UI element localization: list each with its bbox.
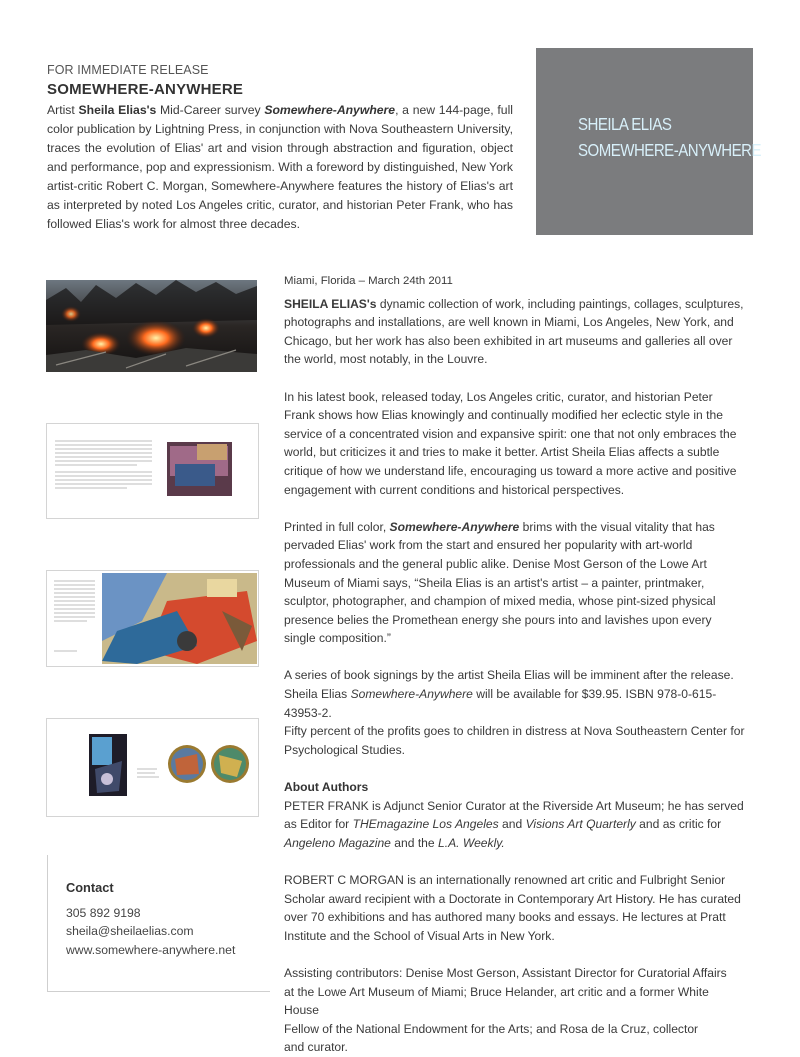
peter-frank-bio: PETER FRANK is Adjunct Senior Curator at the Riverside Art Museum; he has served as Editor for THEmagazine Los Angeles and Visions Art Quarterly and as critic for Angeleno Magazine and the L.A. Weekly.: [284, 798, 744, 850]
book-spread-thumbnail-3: [46, 718, 259, 817]
release-label: FOR IMMEDIATE RELEASE: [47, 63, 209, 77]
book-spread-thumbnail-2: [46, 570, 259, 667]
book-spread-thumbnail-1: [46, 423, 259, 519]
title-box-artist: SHEILA ELIAS: [578, 114, 672, 134]
about-authors-heading: About Authors: [284, 780, 369, 795]
contact-heading: Contact: [66, 880, 114, 895]
contact-website[interactable]: www.somewhere-anywhere.net: [66, 943, 236, 957]
contact-email[interactable]: sheila@sheilaelias.com: [66, 924, 194, 938]
contact-box: [47, 855, 270, 992]
paragraph-2: In his latest book, released today, Los Angeles critic, curator, and historian Peter Frank shows how Elias knowingly and continually modified her eclectic style in the service of a concentrated vision and expansive spirit: one that not only embraces the world, but criticizes it and tries to make it better. Artist Sheila Elias affects a subtle critique of how we understand life, encouraging us toward a more active and positive engagement with current conditions and historical perspectives.: [284, 389, 737, 497]
headline: SOMEWHERE-ANYWHERE: [47, 81, 244, 98]
body-text: [284, 272, 746, 1057]
artist-name: Sheila Elias's: [78, 103, 157, 117]
paragraph-1: SHEILA ELIAS's dynamic collection of work, including paintings, collages, sculptures, photographs and installations, are well known in Miami, Los Angeles, New York, and Chicago, but her work has also been exhibited in art museums and galleries all over the world, most notably, in the Louvre.: [284, 296, 744, 367]
book-title: Somewhere-Anywhere: [264, 103, 396, 117]
fire-installation-photo: [46, 280, 257, 372]
title-box-book: SOMEWHERE-ANYWHERE: [578, 140, 762, 160]
robert-morgan-bio: ROBERT C MORGAN is an internationally renowned art critic and Fulbright Senior Scholar award recipient with a Doctorate in Contemporary Art History. He has curated over 70 exhibitions and has authored many books and essays. He lectures at Pratt Institute and the School of Visual Arts in New York.: [284, 873, 741, 943]
paragraph-3: Printed in full color, Somewhere-Anywhere brims with the visual vitality that has pervaded Elias' work from the start and ensured her popularity with art-world professionals and the general public alike. Denise Most Gerson of the Lowe Art Museum of Miami says, “Sheila Elias is an artist's artist – a painter, printmaker, sculptor, photographer, and champion of mixed media, whose pint-sized physical presence belies the Promethean energy she pours into and lavishes upon every single composition.”: [284, 519, 716, 646]
paragraph-4: A series of book signings by the artist Sheila Elias will be imminent after the release. Sheila Elias Somewhere-Anywhere will be available for $39.95. ISBN 978-0-615-43953-2. Fifty percent of the profits goes to children in distress at Nova Southeastern Center for Psychological Studies.: [284, 668, 745, 757]
assisting-contributors: Assisting contributors: Denise Most Gerson, Assistant Director for Curatorial Affairs at the Lowe Art Museum of Miami; Bruce Helander, art critic and a former White House Fellow of the National Endowment for the Arts; and Rosa de la Cruz, collector and curator.: [284, 965, 727, 1055]
intro-paragraph: Artist Sheila Elias's Mid-Career survey Somewhere-Anywhere, a new 144-page, full color publication by Lightning Press, in conjunction with Nova Southeastern University, traces the evolution of Elias' art and vision through abstraction and figuration, object and performance, pop and expressionism. With a foreword by distinguished, New York artist-critic Robert C. Morgan, Somewhere-Anywhere features the history of Elias's art as interpreted by noted Los Angeles critic, curator, and historian Peter Frank, who has followed Elias's work for almost three decades.: [47, 103, 513, 231]
title-box: [536, 48, 762, 235]
dateline: Miami, Florida – March 24th 2011: [284, 275, 453, 287]
contact-phone: 305 892 9198: [66, 906, 141, 920]
